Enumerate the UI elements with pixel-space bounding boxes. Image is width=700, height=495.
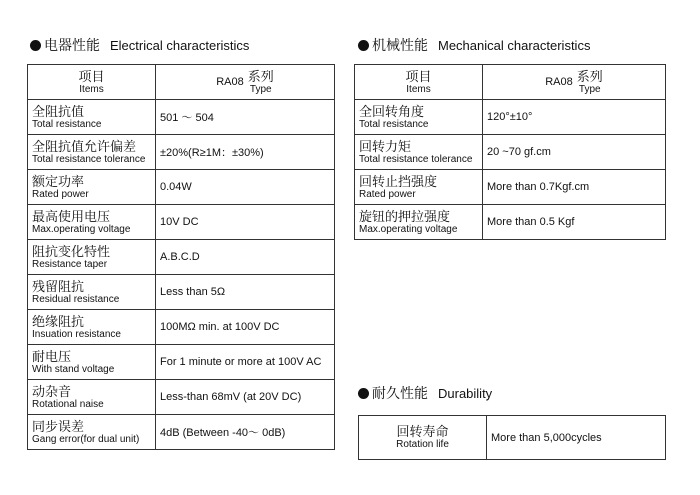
row-value: Less than 5Ω (156, 275, 335, 310)
row-label: 回转力矩 Total resistance tolerance (355, 135, 483, 170)
durability-heading-zh: 耐久性能 (372, 385, 428, 401)
mechanical-heading (358, 36, 590, 55)
row-value: A.B.C.D (156, 240, 335, 275)
table-header-row (28, 65, 335, 100)
row-label: 残留阻抗 Residual resistance (28, 275, 156, 310)
row-value: ±20%(R≥1M：±30%) (156, 135, 335, 170)
row-value: 10V DC (156, 205, 335, 240)
durability-heading-en: Durability (438, 386, 493, 401)
row-value: 120°±10° (483, 100, 666, 135)
row-label: 回转寿命 Rotation life (359, 416, 487, 460)
table-row (28, 345, 335, 380)
row-label: 全阻抗值允许偏差 Total resistance tolerance (28, 135, 156, 170)
bullet-icon (358, 388, 369, 399)
table-row (28, 380, 335, 415)
mechanical-table (354, 64, 666, 240)
row-label: 旋钮的押拉强度 Max.operating voltage (355, 205, 483, 240)
row-label: 最高使用电压 Max.operating voltage (28, 205, 156, 240)
durability-heading (358, 384, 492, 403)
row-value: More than 0.5 Kgf (483, 205, 666, 240)
row-label: 绝缘阻抗 Insuation resistance (28, 310, 156, 345)
row-value: More than 0.7Kgf.cm (483, 170, 666, 205)
table-header-row (355, 65, 666, 100)
electrical-table (27, 64, 335, 450)
table-row (355, 135, 666, 170)
table-row (28, 240, 335, 275)
table-row (28, 135, 335, 170)
type-header: RA08 系列 Type (156, 65, 335, 100)
table-row (355, 205, 666, 240)
bullet-icon (358, 40, 369, 51)
row-value: Less-than 68mV (at 20V DC) (156, 380, 335, 415)
mechanical-heading-zh: 机械性能 (372, 37, 428, 53)
bullet-icon (30, 40, 41, 51)
electrical-heading (30, 36, 249, 55)
table-row (28, 275, 335, 310)
table-row (28, 205, 335, 240)
durability-table (358, 415, 666, 460)
electrical-heading-zh: 电器性能 (44, 37, 100, 53)
mechanical-heading-en: Mechanical characteristics (438, 38, 591, 53)
row-label: 额定功率 Rated power (28, 170, 156, 205)
items-header: 项目 Items (28, 65, 156, 100)
row-label: 阻抗变化特性 Resistance taper (28, 240, 156, 275)
table-row (355, 100, 666, 135)
items-header: 项目 Items (355, 65, 483, 100)
row-label: 同步误差 Gang error(for dual unit) (28, 415, 156, 450)
row-label: 全回转角度 Total resistance (355, 100, 483, 135)
table-row (28, 310, 335, 345)
table-row (28, 415, 335, 450)
row-value: 20 ~70 gf.cm (483, 135, 666, 170)
row-label: 回转止挡强度 Rated power (355, 170, 483, 205)
row-value: 4dB (Between -40～ 0dB) (156, 415, 335, 450)
table-row (28, 170, 335, 205)
row-label: 动杂音 Rotational naise (28, 380, 156, 415)
row-value: For 1 minute or more at 100V AC (156, 345, 335, 380)
row-value: More than 5,000cycles (487, 416, 666, 460)
table-row (28, 100, 335, 135)
electrical-heading-en: Electrical characteristics (110, 38, 250, 53)
type-header: RA08 系列 Type (483, 65, 666, 100)
row-label: 全阻抗值 Total resistance (28, 100, 156, 135)
row-value: 100MΩ min. at 100V DC (156, 310, 335, 345)
row-value: 0.04W (156, 170, 335, 205)
table-row (359, 416, 666, 460)
table-row (355, 170, 666, 205)
row-value: 501 ～ 504 (156, 100, 335, 135)
row-label: 耐电压 With stand voltage (28, 345, 156, 380)
